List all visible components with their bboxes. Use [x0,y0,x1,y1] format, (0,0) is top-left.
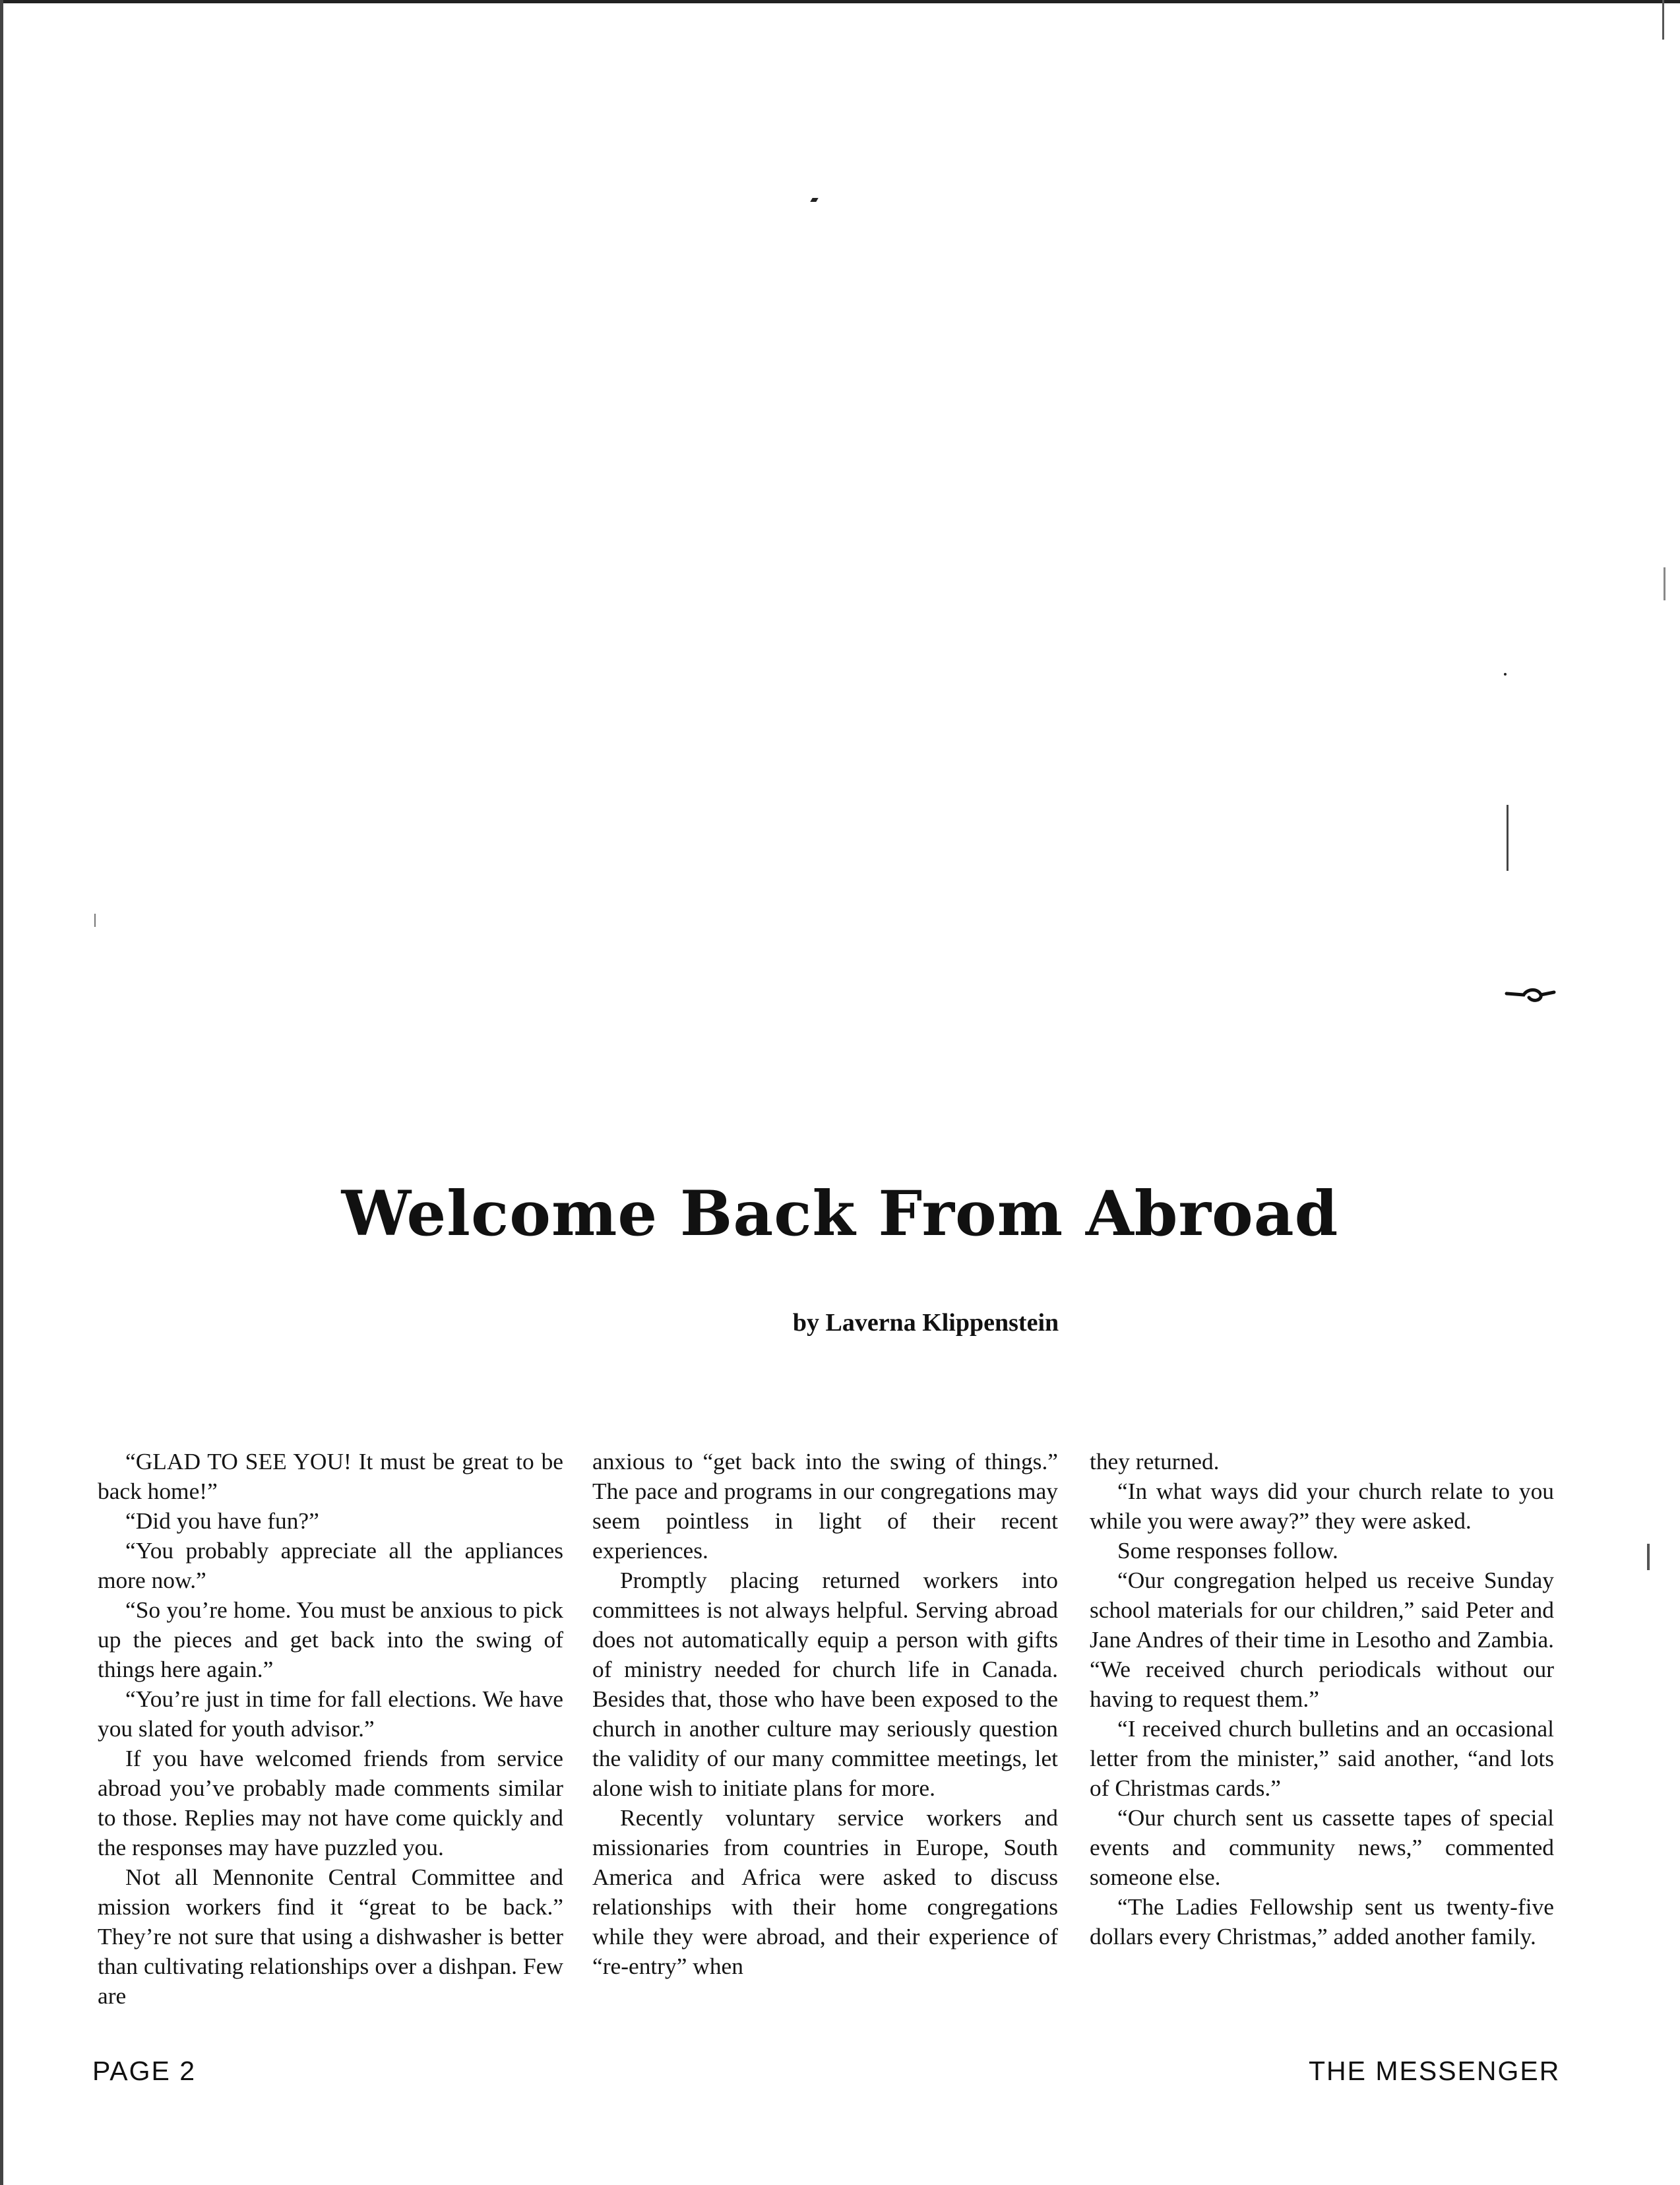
scan-mark [1507,805,1509,871]
byline-text: by Laverna Klippenstein [792,1309,1059,1337]
article-byline [0,1306,1680,1339]
paragraph: “You probably appreciate all the appliances more now.” [98,1537,563,1593]
page-edge-top [0,0,1680,3]
scan-speck [810,198,818,202]
paragraph: Some responses follow. [1117,1537,1338,1564]
paragraph: “So you’re home. You must be anxious to pick up the pieces and get back into the swing of things here again.” [98,1597,563,1682]
scan-mark [1647,1544,1650,1570]
text-column-1 [98,1447,563,2011]
scan-mark [1664,567,1665,600]
article-title: Welcome Back From Abroad [341,1178,1339,1250]
paragraph: “You’re just in time for fall elections. We have you slated for youth advisor.” [98,1686,563,1742]
paragraph: Recently voluntary service workers and missionaries from countries in Europe, South America and Africa were asked to discuss relationships with their home congregations while they were abroad, and their experience of “re-entry” when [592,1804,1058,1979]
paragraph: “Did you have fun?” [125,1507,319,1534]
text-column-3 [1090,1447,1554,1951]
paragraph: “Our church sent us cassette tapes of special events and community news,” commented someone else. [1090,1804,1554,1890]
paragraph: “I received church bulletins and an occasional letter from the minister,” said another, “and lots of Christmas cards.” [1090,1715,1554,1801]
paragraph: “Our congregation helped us receive Sunday school materials for our children,” said Peter and Jane Andres of their time in Lesotho and Zambia. “We received church periodicals without our having to request them.” [1090,1567,1554,1712]
paragraph: “In what ways did your church relate to you while you were away?” they were asked. [1090,1478,1554,1534]
scan-scribble [1504,984,1557,1007]
publication-name: THE MESSENGER [1309,2056,1561,2086]
paragraph: “The Ladies Fellowship sent us twenty-five dollars every Christmas,” added another family. [1090,1893,1554,1949]
paragraph: If you have welcomed friends from service abroad you’ve probably made comments similar to those. Replies may not have come quickly and the responses may have puzzled you. [98,1745,563,1860]
scan-mark [94,914,96,927]
paragraph: “GLAD TO SEE YOU! It must be great to be back home!” [98,1448,563,1504]
paragraph: Promptly placing returned workers into committees is not always helpful. Serving abroad does not automatically equip a person with gifts of ministry needed for church life in Canada. Besides that, those who have been exposed to the church in another culture may seriously question the validity of our many committee meetings, let alone wish to initiate plans for more. [592,1567,1058,1801]
page-number: PAGE 2 [92,2056,197,2086]
paragraph: Not all Mennonite Central Committee and mission workers find it “great to be back.” They’re not sure that using a dishwasher is better than cultivating relationships over a dishpan. Few are [98,1864,563,2009]
paragraph-continued: anxious to “get back into the swing of things.” The pace and programs in our congregations may seem pointless in light of their recent experiences. [592,1448,1058,1564]
scan-speck [1504,673,1507,676]
scan-mark [1662,0,1664,40]
paragraph-continued: they returned. [1090,1448,1220,1474]
text-column-2 [592,1447,1058,1981]
page-edge-left [0,0,3,2185]
